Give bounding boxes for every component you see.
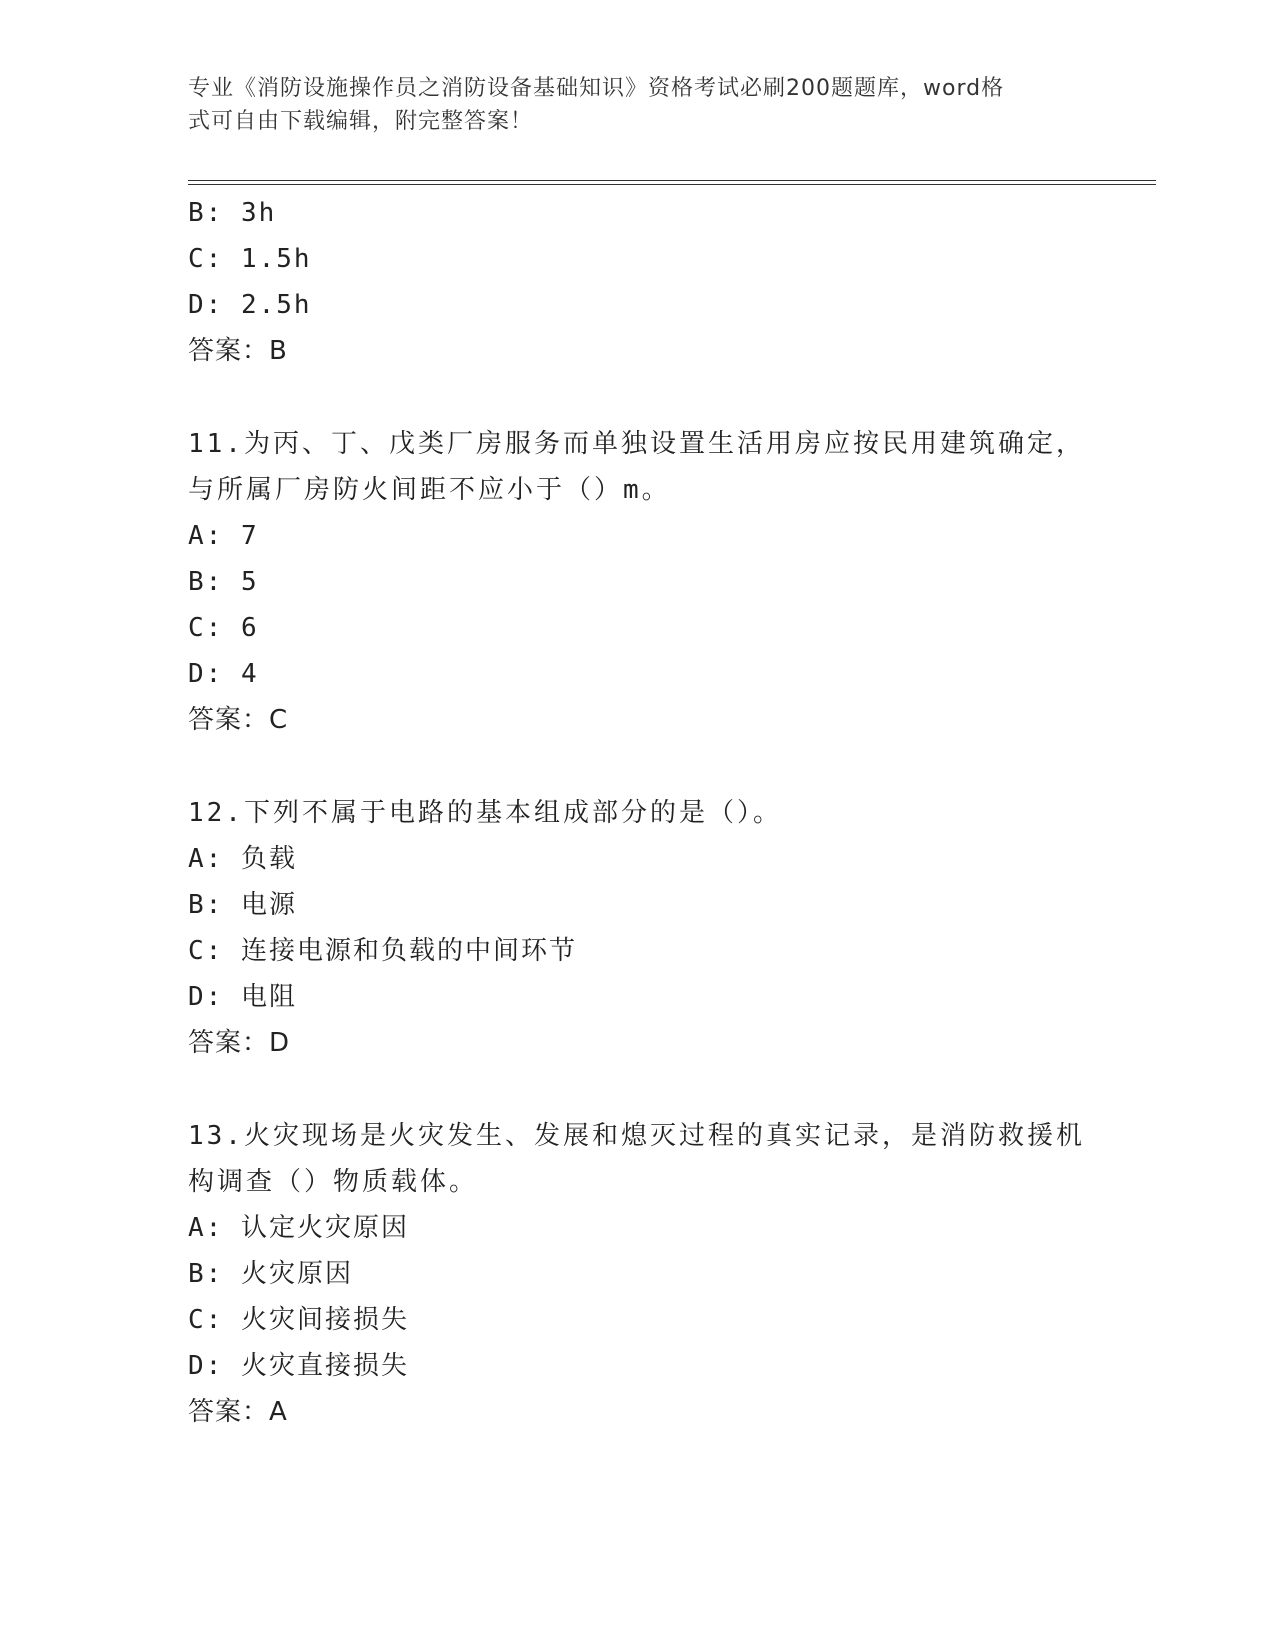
question-11	[188, 421, 1088, 743]
option-b: B: 3h	[188, 198, 277, 228]
option-b: B: 5	[188, 567, 259, 597]
option-d: D: 火灾直接损失	[188, 1351, 409, 1381]
question-stem-continued: 与所属厂房防火间距不应小于（）m。	[188, 475, 671, 505]
header-rule-bottom	[188, 184, 1156, 185]
answer: 答案：B	[188, 336, 288, 366]
header-line-1: 专业《消防设施操作员之消防设备基础知识》资格考试必刷200题题库，word格	[188, 76, 1005, 101]
document-header	[188, 72, 1068, 138]
header-rule-top	[188, 180, 1156, 181]
option-a: A: 7	[188, 521, 259, 551]
option-b: B: 电源	[188, 890, 297, 920]
question-stem: 11.为丙、丁、戊类厂房服务而单独设置生活用房应按民用建筑确定，	[188, 429, 1085, 459]
option-c: C: 1.5h	[188, 244, 312, 274]
option-d: D: 电阻	[188, 982, 297, 1012]
option-c: C: 6	[188, 613, 259, 643]
option-d: D: 4	[188, 659, 259, 689]
question-13	[188, 1113, 1088, 1435]
question-12	[188, 790, 1088, 1066]
question-stem: 13.火灾现场是火灾发生、发展和熄灭过程的真实记录，是消防救援机	[188, 1121, 1085, 1151]
answer: 答案：D	[188, 1028, 291, 1058]
option-d: D: 2.5h	[188, 290, 312, 320]
header-line-2: 式可自由下载编辑，附完整答案！	[188, 109, 534, 134]
option-b: B: 火灾原因	[188, 1259, 353, 1289]
question-stem: 12.下列不属于电路的基本组成部分的是（）。	[188, 798, 782, 828]
answer: 答案：C	[188, 705, 289, 735]
prev-question	[188, 190, 1088, 374]
question-stem-continued: 构调查（）物质载体。	[188, 1167, 479, 1197]
question-list	[188, 190, 1088, 1435]
answer: 答案：A	[188, 1397, 288, 1427]
option-c: C: 连接电源和负载的中间环节	[188, 936, 577, 966]
option-a: A: 负载	[188, 844, 297, 874]
option-c: C: 火灾间接损失	[188, 1305, 409, 1335]
option-a: A: 认定火灾原因	[188, 1213, 409, 1243]
